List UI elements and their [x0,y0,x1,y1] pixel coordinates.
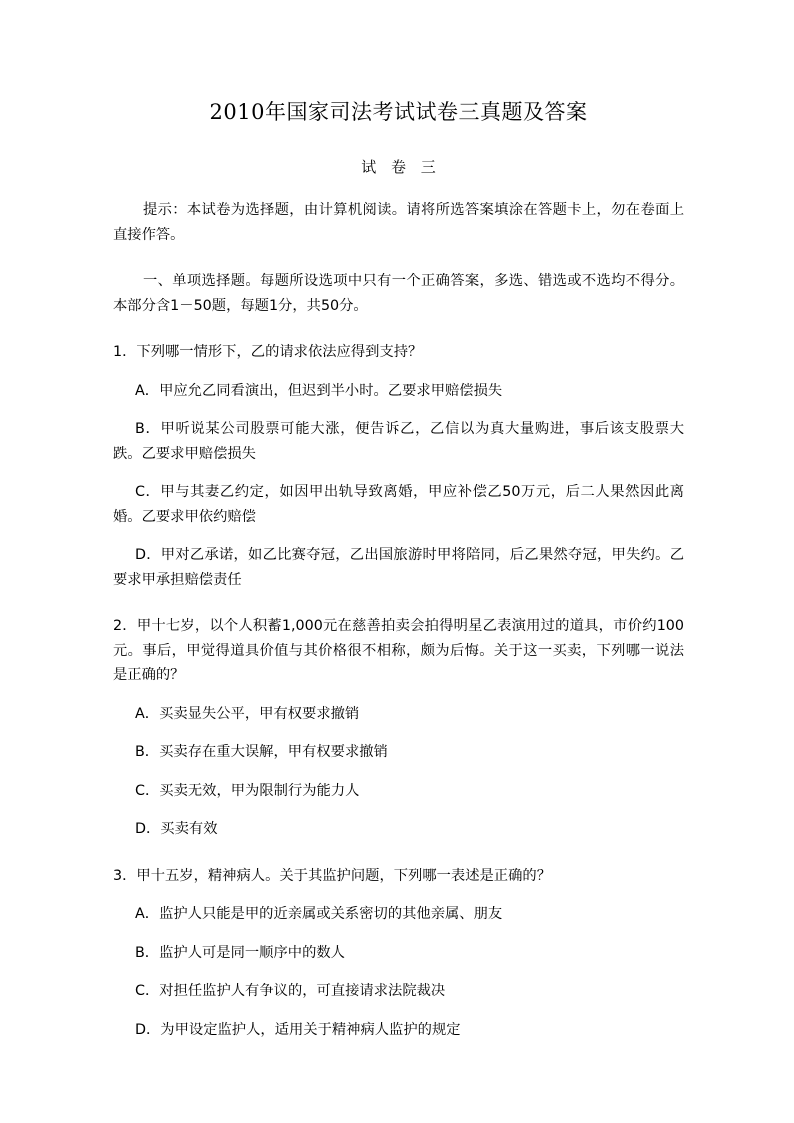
question-option[interactable]: B．买卖存在重大误解，甲有权要求撤销 [135,744,388,761]
page-subtitle: 试 卷 三 [361,158,441,177]
page-title: 2010年国家司法考试试卷三真题及答案 [209,100,588,124]
question-option[interactable]: C．甲与其妻乙约定，如因甲出轨导致离婚，甲应补偿乙50万元，后二人果然因此离婚。乙要求甲依约赔偿 [113,484,684,525]
section-intro: 一、单项选择题。每题所设选项中只有一个正确答案，多选、错选或不选均不得分。本部分含1－50题，每题1分，共50分。 [113,273,684,314]
question-option[interactable]: C．对担任监护人有争议的，可直接请求法院裁决 [135,983,446,1000]
question-option[interactable]: B．监护人可是同一顺序中的数人 [135,944,345,961]
exam-notice: 提示：本试卷为选择题，由计算机阅读。请将所选答案填涂在答题卡上，勿在卷面上直接作答。 [113,202,684,243]
question-option[interactable]: C．买卖无效，甲为限制行为能力人 [135,782,360,799]
question-option[interactable]: D．买卖有效 [135,821,218,838]
document-content [113,0,684,1042]
question-block [113,842,684,1043]
question-option[interactable]: D．甲对乙承诺，如乙比赛夺冠，乙出国旅游时甲将陪同，后乙果然夺冠，甲失约。乙要求甲承担赔偿责任 [113,547,684,588]
question-stem: 2．甲十七岁，以个人积蓄1,000元在慈善拍卖会拍得明星乙表演用过的道具，市价约100元。事后，甲觉得道具价值与其价格很不相称，颇为后悔。关于这一买卖，下列哪一说法是正确的？ [113,618,684,684]
question-block [113,592,684,842]
question-stem: 1．下列哪一情形下，乙的请求依法应得到支持？ [113,344,423,361]
question-option[interactable]: A．甲应允乙同看演出，但迟到半小时。乙要求甲赔偿损失 [135,382,503,399]
question-option[interactable]: B．甲听说某公司股票可能大涨，便告诉乙，乙信以为真大量购进，事后该支股票大跌。乙要求甲赔偿损失 [113,421,684,462]
question-block [113,318,684,592]
question-stem: 3．甲十五岁，精神病人。关于其监护问题，下列哪一表述是正确的？ [113,867,551,884]
question-option[interactable]: A．买卖显失公平，甲有权要求撤销 [135,705,360,722]
question-option[interactable]: A．监护人只能是甲的近亲属或关系密切的其他亲属、朋友 [135,906,503,923]
question-option[interactable]: D．为甲设定监护人，适用关于精神病人监护的规定 [135,1021,461,1038]
